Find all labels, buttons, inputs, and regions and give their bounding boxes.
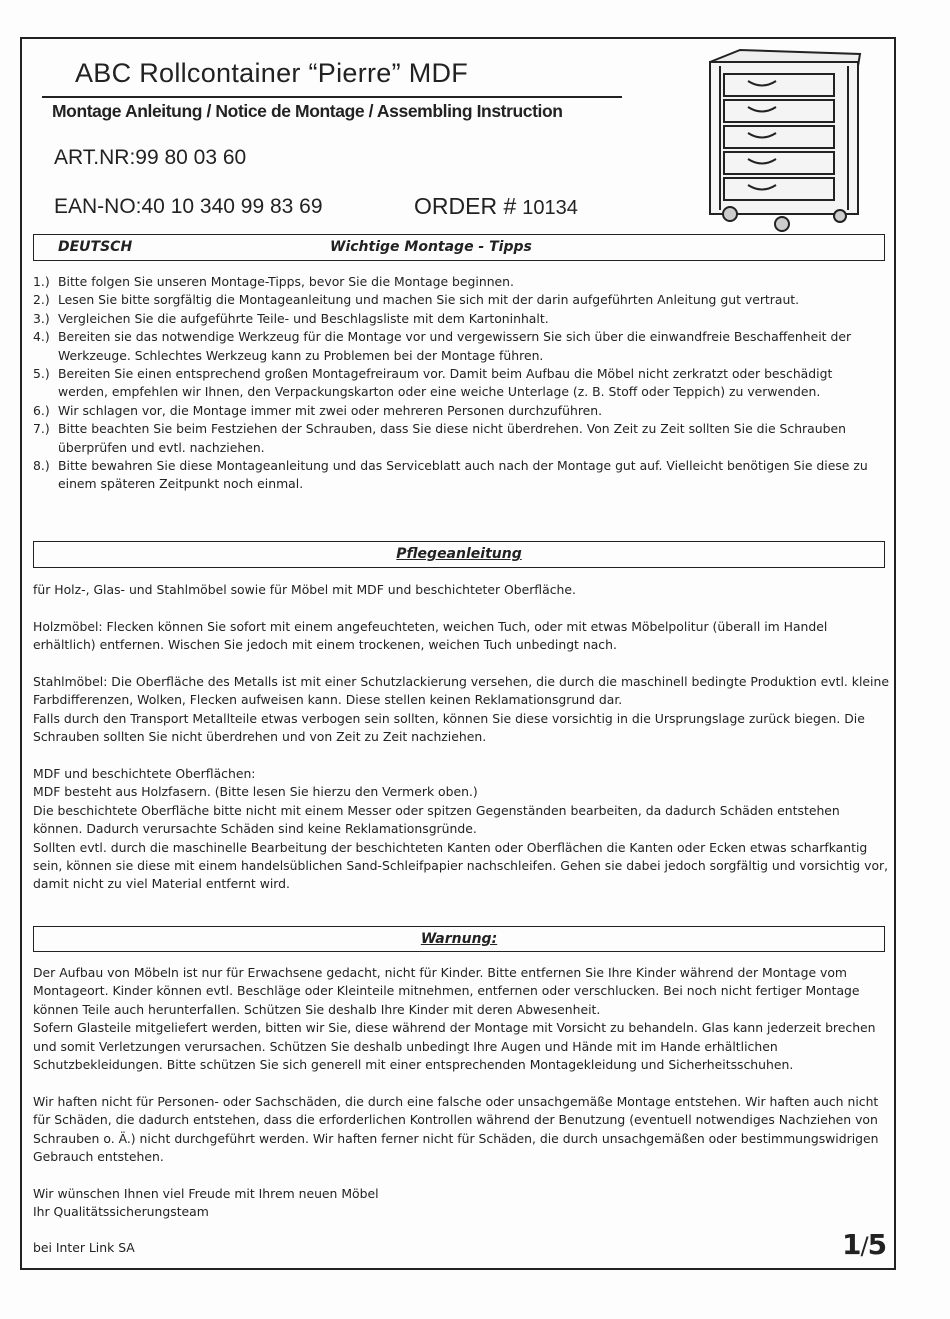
order-number: 10134 <box>522 197 578 219</box>
care-steel-2: Falls durch den Transport Metallteile etwas verbogen sein sollten, können Sie diese vorsichtig in die Ursprungslage zurück biegen. Die Schrauben sollten Sie nicht überdrehen und von Zeit zu Zeit nachziehen. <box>33 710 865 745</box>
article-number: ART.NR:99 80 03 60 <box>54 146 247 169</box>
list-item: 4.) Bereiten sie das notwendige Werkzeug für die Montage vor und vergewissern Sie sich über die einwandfreie Beschaffenheit der Werkzeuge. Schlechtes Werkzeug kann zu Problemen bei der Montage führen. <box>33 329 852 363</box>
order-label: ORDER # <box>414 193 517 219</box>
list-item: 5.) Bereiten Sie einen entsprechend großen Montagefreiraum vor. Damit beim Aufbau die Möbel nicht zerkratzt oder beschädigt werden, empfehlen wir Ihnen, den Verpackungskarton oder eine weiche Unterlage (z. B. Stoff oder Teppich) zu verwenden. <box>33 366 833 400</box>
section-heading-warning: Warnung: <box>420 931 498 947</box>
closing-line-1: Wir wünschen Ihnen viel Freude mit Ihrem neuen Möbel <box>33 1185 379 1201</box>
list-item: 1.) Bitte folgen Sie unseren Montage-Tipps, bevor Sie die Montage beginnen. <box>33 274 514 289</box>
warning-text <box>33 964 893 1222</box>
care-wood: Holzmöbel: Flecken können Sie sofort mit einem angefeuchteten, weichen Tuch, oder mit etwas Möbelpolitur (überall im Handel erhältlich) entfernen. Wischen Sie jedoch mit einem trockenen, weichen Tuch unbedingt nach. <box>33 618 828 653</box>
document-subtitle: Montage Anleitung / Notice de Montage / Assembling Instruction <box>52 101 563 121</box>
care-intro: für Holz-, Glas- und Stahlmöbel sowie für Möbel mit MDF und beschichteter Oberfläche. <box>33 582 576 597</box>
tips-list <box>33 273 885 494</box>
warning-children: Der Aufbau von Möbeln ist nur für Erwachsene gedacht, nicht für Kinder. Bitte entfernen Sie Ihre Kinder während der Montage vom Montageort. Kinder können evtl. Beschläge oder Kleinteile mitnehmen, entfernen oder verschlucken. Bei noch nicht fertiger Montage können Teile auch herunterfallen. Schützen Sie deshalb Ihre Kinder mit deren Abwesenheit. <box>33 965 860 1017</box>
company-footer: bei Inter Link SA <box>33 1240 135 1255</box>
section-heading-care: Pflegeanleitung <box>396 546 522 562</box>
section-bar-warning <box>33 926 885 952</box>
care-mdf-1: MDF und beschichtete Oberflächen: <box>33 766 256 782</box>
care-mdf-4: Sollten evtl. durch die maschinelle Bearbeitung der beschichteten Kanten oder Oberflächen die Kanten oder Ecken etwas scharfkantig sein, können sie diese mit einem handelsüblichen Sand-Schleifpapier nachschleifen. Gehen sie dabei jedoch sorgfältig und vorsichtig vor, damit nicht zu viel Material entfernt wird. <box>33 839 889 892</box>
list-item: 6.) Wir schlagen vor, die Montage immer mit zwei oder mehreren Personen durchzuführen. <box>33 402 603 418</box>
section-bar-tips <box>33 234 885 261</box>
section-heading-tips: Wichtige Montage - Tipps <box>330 239 532 255</box>
warning-glass: Sofern Glasteile mitgeliefert werden, bitten wir Sie, diese während der Montage mit Vorsicht zu behandeln. Glas kann jederzeit brechen und somit Verletzungen verursachen. Schützen Sie deshalb unbedingt Ihre Augen und Hände mit im Hande erhältlichen Schutzbekleidungen. Bitte schützen Sie sich generell mit einer entsprechenden Montagekleidung und Sicherheitsschuhen. <box>33 1020 876 1073</box>
list-item: 2.) Lesen Sie bitte sorgfältig die Montageanleitung und machen Sie sich mit der darin aufgeführten Anleitung gut vertraut. <box>33 292 800 308</box>
page-number: 1/5 <box>842 1228 887 1261</box>
list-item: 7.) Bitte beachten Sie beim Festziehen der Schrauben, dass Sie diese nicht überdrehen. Von Zeit zu Zeit sollten Sie die Schrauben überprüfen und evtl. nachziehen. <box>33 421 846 455</box>
document-title: ABC Rollcontainer “Pierre” MDF <box>75 58 469 88</box>
care-steel-1: Stahlmöbel: Die Oberfläche des Metalls ist mit einer Schutzlackierung versehen, die durch die maschinell bedingte Produktion evtl. kleine Farbdifferenzen, Wolken, Flecken aufweisen kann. Diese stellen keinen Reklamationsgrund dar. <box>33 674 889 708</box>
care-mdf-3: Die beschichtete Oberfläche bitte nicht mit einem Messer oder spitzen Gegenständen bearbeiten, da dadurch Schäden entstehen können. Dadurch verursachte Schäden sind keine Reklamationsgründe. <box>33 802 840 837</box>
care-text <box>33 581 893 894</box>
order-number-block <box>414 193 578 220</box>
language-label: DEUTSCH <box>58 239 133 255</box>
title-rule <box>42 96 622 98</box>
rollcontainer-drawing-icon <box>700 44 866 236</box>
care-mdf-2: MDF besteht aus Holzfasern. (Bitte lesen Sie hierzu den Vermerk oben.) <box>33 784 478 800</box>
list-item: 3.) Vergleichen Sie die aufgeführte Teile- und Beschlagsliste mit dem Kartoninhalt. <box>33 310 549 326</box>
closing-line-2: Ihr Qualitätssicherungsteam <box>33 1204 209 1220</box>
list-item: 8.) Bitte bewahren Sie diese Montageanleitung und das Serviceblatt auch nach der Montage gut auf. Vielleicht benötigen Sie diese zu einem späteren Zeitpunkt noch einmal. <box>33 458 868 492</box>
warning-liability: Wir haften nicht für Personen- oder Sachschäden, die durch eine falsche oder unsachgemäße Montage entstehen. Wir haften auch nicht für Schäden, die dadurch entstehen, dass die erforderlichen Kontrollen während der Benutzung (eventuell notwendiges Nachziehen von Schrauben o. Ä.) nicht durchgeführt werden. Wir haften ferner nicht für Schäden, die durch unsachgemäßen oder bestimmungswidrigen Gebrauch entstehen. <box>33 1093 879 1165</box>
section-bar-care <box>33 541 885 568</box>
ean-number: EAN-NO:40 10 340 99 83 69 <box>54 195 323 218</box>
